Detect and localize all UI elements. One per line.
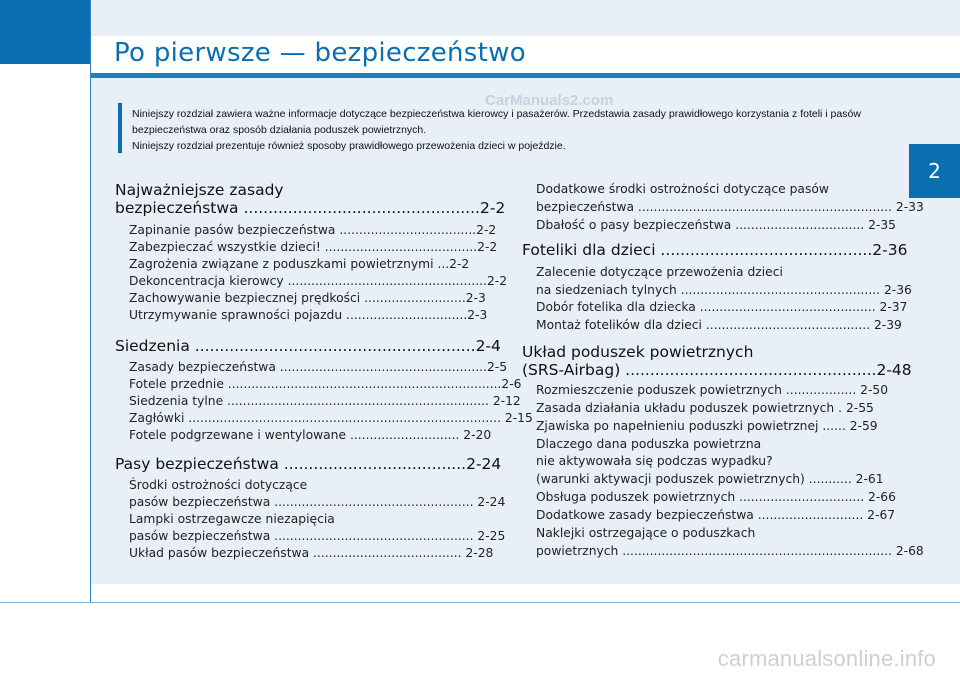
toc-item[interactable]: Montaż fotelików dla dzieci .......................................... 2-39 — [536, 318, 902, 332]
watermark-footer: carmanualsonline.info — [717, 646, 936, 671]
toc-item[interactable]: Układ pasów bezpieczeństwa ...................................... 2-28 — [129, 546, 494, 560]
toc-section-heading[interactable]: Foteliki dla dzieci ...........................................2-36 — [522, 241, 908, 259]
toc-item[interactable]: Obsługa poduszek powietrznych ................................ 2-66 — [536, 490, 896, 504]
toc-item[interactable]: Lampki ostrzegawcze niezapięcia — [129, 512, 335, 526]
toc-item[interactable]: Fotele podgrzewane i wentylowane ............................ 2-20 — [129, 428, 492, 442]
toc-item[interactable]: na siedzeniach tylnych ................................................... 2-36 — [536, 283, 912, 297]
toc-item[interactable]: Zasady bezpieczeństwa .....................................................2-5 — [129, 360, 508, 374]
toc-item[interactable]: Zasada działania układu poduszek powietrznych . 2-55 — [536, 401, 874, 415]
corner-block — [0, 0, 90, 64]
toc-item[interactable]: Zjawiska po napełnieniu poduszki powietrznej ...... 2-59 — [536, 419, 878, 433]
toc-item[interactable]: Dobór fotelika dla dziecka ............................................. 2-37 — [536, 300, 908, 314]
toc-section-heading[interactable]: Siedzenia .........................................................2-4 — [115, 337, 501, 355]
toc-item[interactable]: Dbałość o pasy bezpieczeństwa ................................. 2-35 — [536, 218, 896, 232]
toc-item[interactable]: Dodatkowe środki ostrożności dotyczące pasów — [536, 182, 829, 196]
toc-item[interactable]: Dodatkowe zasady bezpieczeństwa ........................... 2-67 — [536, 508, 896, 522]
toc-item[interactable]: Zalecenie dotyczące przewożenia dzieci — [536, 265, 783, 279]
header-band — [91, 0, 960, 36]
chapter-tab[interactable] — [909, 144, 960, 198]
toc-item[interactable]: Rozmieszczenie poduszek powietrznych .................. 2-50 — [536, 383, 889, 397]
page-title: Po pierwsze — bezpieczeństwo — [114, 38, 526, 68]
chapter-number: 2 — [928, 159, 941, 183]
toc-item[interactable]: nie aktywowała się podczas wypadku? — [536, 454, 773, 468]
watermark-top: CarManuals2.com — [485, 92, 614, 109]
toc-item[interactable]: (warunki aktywacji poduszek powietrznych) ........... 2-61 — [536, 472, 884, 486]
intro-line: bezpieczeństwa oraz sposób działania poduszek powietrznych. — [132, 124, 427, 136]
toc-section-heading[interactable]: bezpieczeństwa ................................................2-2 — [115, 199, 506, 217]
toc-item[interactable]: Zachowywanie bezpiecznej prędkości ..........................2-3 — [129, 291, 486, 305]
toc-item[interactable]: Siedzenia tylne ................................................................... 2-12 — [129, 394, 521, 408]
toc-section-heading[interactable]: Układ poduszek powietrznych — [522, 343, 754, 361]
intro-line: Niniejszy rozdział zawiera ważne informacje dotyczące bezpieczeństwa kierowcy i pasażerów. Przedstawia zasady prawidłowego korzystania z foteli i pasów — [132, 108, 861, 120]
intro-accent-bar — [118, 103, 122, 153]
toc-item[interactable]: pasów bezpieczeństwa ................................................... 2-25 — [129, 529, 506, 543]
toc-item[interactable]: Zagłówki ................................................................................ 2-15 — [129, 411, 533, 425]
toc-item[interactable]: Zagrożenia związane z poduszkami powietrznymi ...2-2 — [129, 257, 470, 271]
toc-section-heading[interactable]: (SRS-Airbag) ...................................................2-48 — [522, 361, 912, 379]
toc-item[interactable]: Dekoncentracja kierowcy ...................................................2-2 — [129, 274, 508, 288]
toc-item[interactable]: powietrznych ..................................................................... 2-68 — [536, 544, 924, 558]
toc-item[interactable]: Zapinanie pasów bezpieczeństwa ...................................2-2 — [129, 223, 497, 237]
toc-section-heading[interactable]: Pasy bezpieczeństwa .....................................2-24 — [115, 455, 502, 473]
intro-line: Niniejszy rozdział prezentuje również sposoby prawidłowego przewożenia dzieci w pojeździe. — [132, 140, 566, 152]
toc-section-heading[interactable]: Najważniejsze zasady — [115, 181, 284, 199]
toc-item[interactable]: Utrzymywanie sprawności pojazdu ...............................2-3 — [129, 308, 488, 322]
intro-text — [132, 106, 902, 154]
bottom-rule — [0, 602, 960, 603]
toc-item[interactable]: Zabezpieczać wszystkie dzieci! .......................................2-2 — [129, 240, 498, 254]
toc-item[interactable]: Środki ostrożności dotyczące — [129, 478, 308, 492]
toc-item[interactable]: Fotele przednie ......................................................................2-6 — [129, 377, 522, 391]
toc-item[interactable]: Dlaczego dana poduszka powietrzna — [536, 437, 762, 451]
toc-item[interactable]: pasów bezpieczeństwa ................................................... 2-24 — [129, 495, 506, 509]
toc-item[interactable]: Naklejki ostrzegające o poduszkach — [536, 526, 756, 540]
toc-item[interactable]: bezpieczeństwa ................................................................. 2-33 — [536, 200, 924, 214]
